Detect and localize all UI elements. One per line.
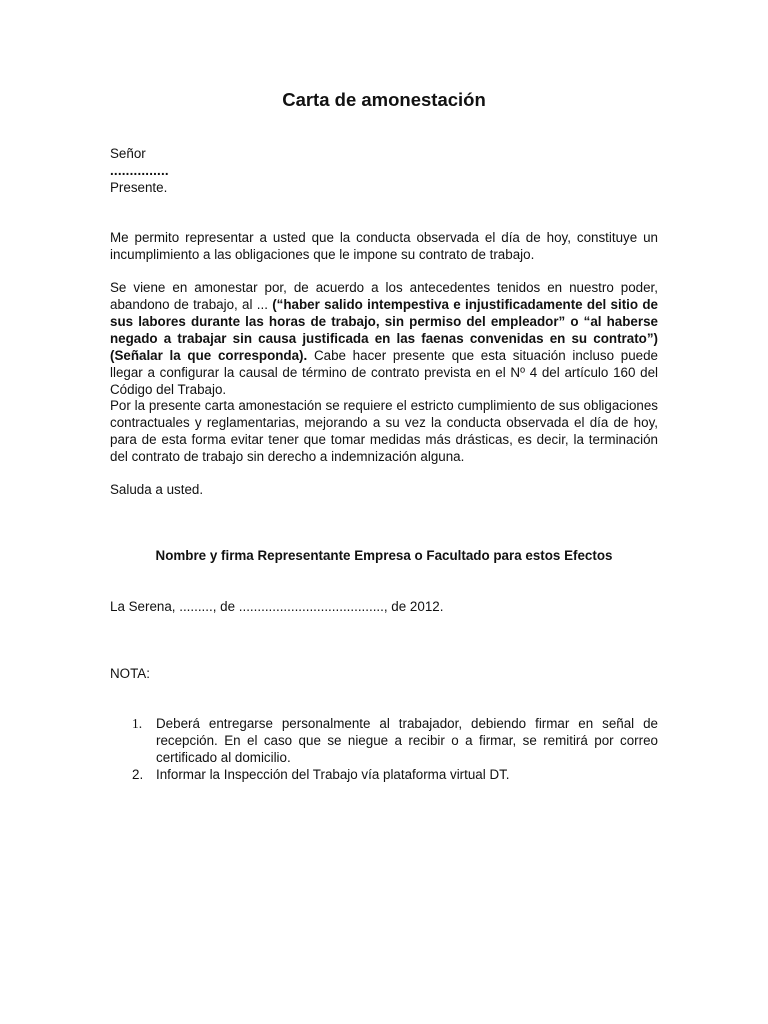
body-paragraph: Por la presente carta amonestación se requiere el estricto cumplimiento de sus obligaciones contractuales y reglamentarias, mejorando a su vez la conducta observada el día de hoy, para de esta forma evitar tener que tomar medidas más drásticas, es decir, la terminación del contrato de trabajo sin derecho a indemnización alguna. [110, 398, 658, 464]
paragraph-text: Se viene en amonestar por, de acuerdo a los antecedentes tenidos en nuestro poder, abandono de trabajo, al ... [110, 280, 658, 312]
list-item [126, 715, 658, 766]
nota-label: NOTA: [110, 666, 150, 681]
salutation-block [110, 145, 658, 196]
body-paragraph: Me permito representar a usted que la conducta observada el día de hoy, constituye un incumplimiento a las obligaciones que le impone su contrato de trabajo. [110, 230, 658, 262]
page-title: Carta de amonestación [282, 89, 486, 110]
list-item-text: Informar la Inspección del Trabajo vía plataforma virtual DT. [156, 767, 510, 782]
list-item-number: 1. [132, 716, 143, 731]
list-item [126, 766, 658, 783]
list-item-number: 2. [132, 767, 144, 782]
place-date-line: La Serena, ........., de ......................................., de 2012. [110, 599, 444, 614]
signature-line: Nombre y firma Representante Empresa o Facultado para estos Efectos [155, 548, 613, 563]
recipient-placeholder: ............... [110, 163, 169, 178]
salutation-line: Señor [110, 146, 146, 161]
notes-list [126, 715, 658, 783]
list-item-text: Deberá entregarse personalmente al trabajador, debiendo firmar en señal de recepción. En el caso que se niegue a recibir o a firmar, se remitirá por correo certificado al domicilio. [156, 716, 658, 765]
paragraph-bold-text: (“haber salido intempestiva e injustificadamente del sitio de sus labores durante las horas de trabajo, sin permiso del empleador” o “al haberse negado a trabajar sin causa justificada en las faenas convenidas en su contrato”) (Señalar la que corresponda). [110, 297, 658, 363]
paragraph-text: Cabe hacer presente que esta situación incluso puede llegar a configurar la causal de término de contrato prevista en el Nº 4 del artículo 160 del Código del Trabajo. [110, 348, 658, 397]
body-paragraph [110, 279, 658, 398]
salutation-line: Presente. [110, 180, 168, 195]
closing-line: Saluda a usted. [110, 482, 204, 497]
